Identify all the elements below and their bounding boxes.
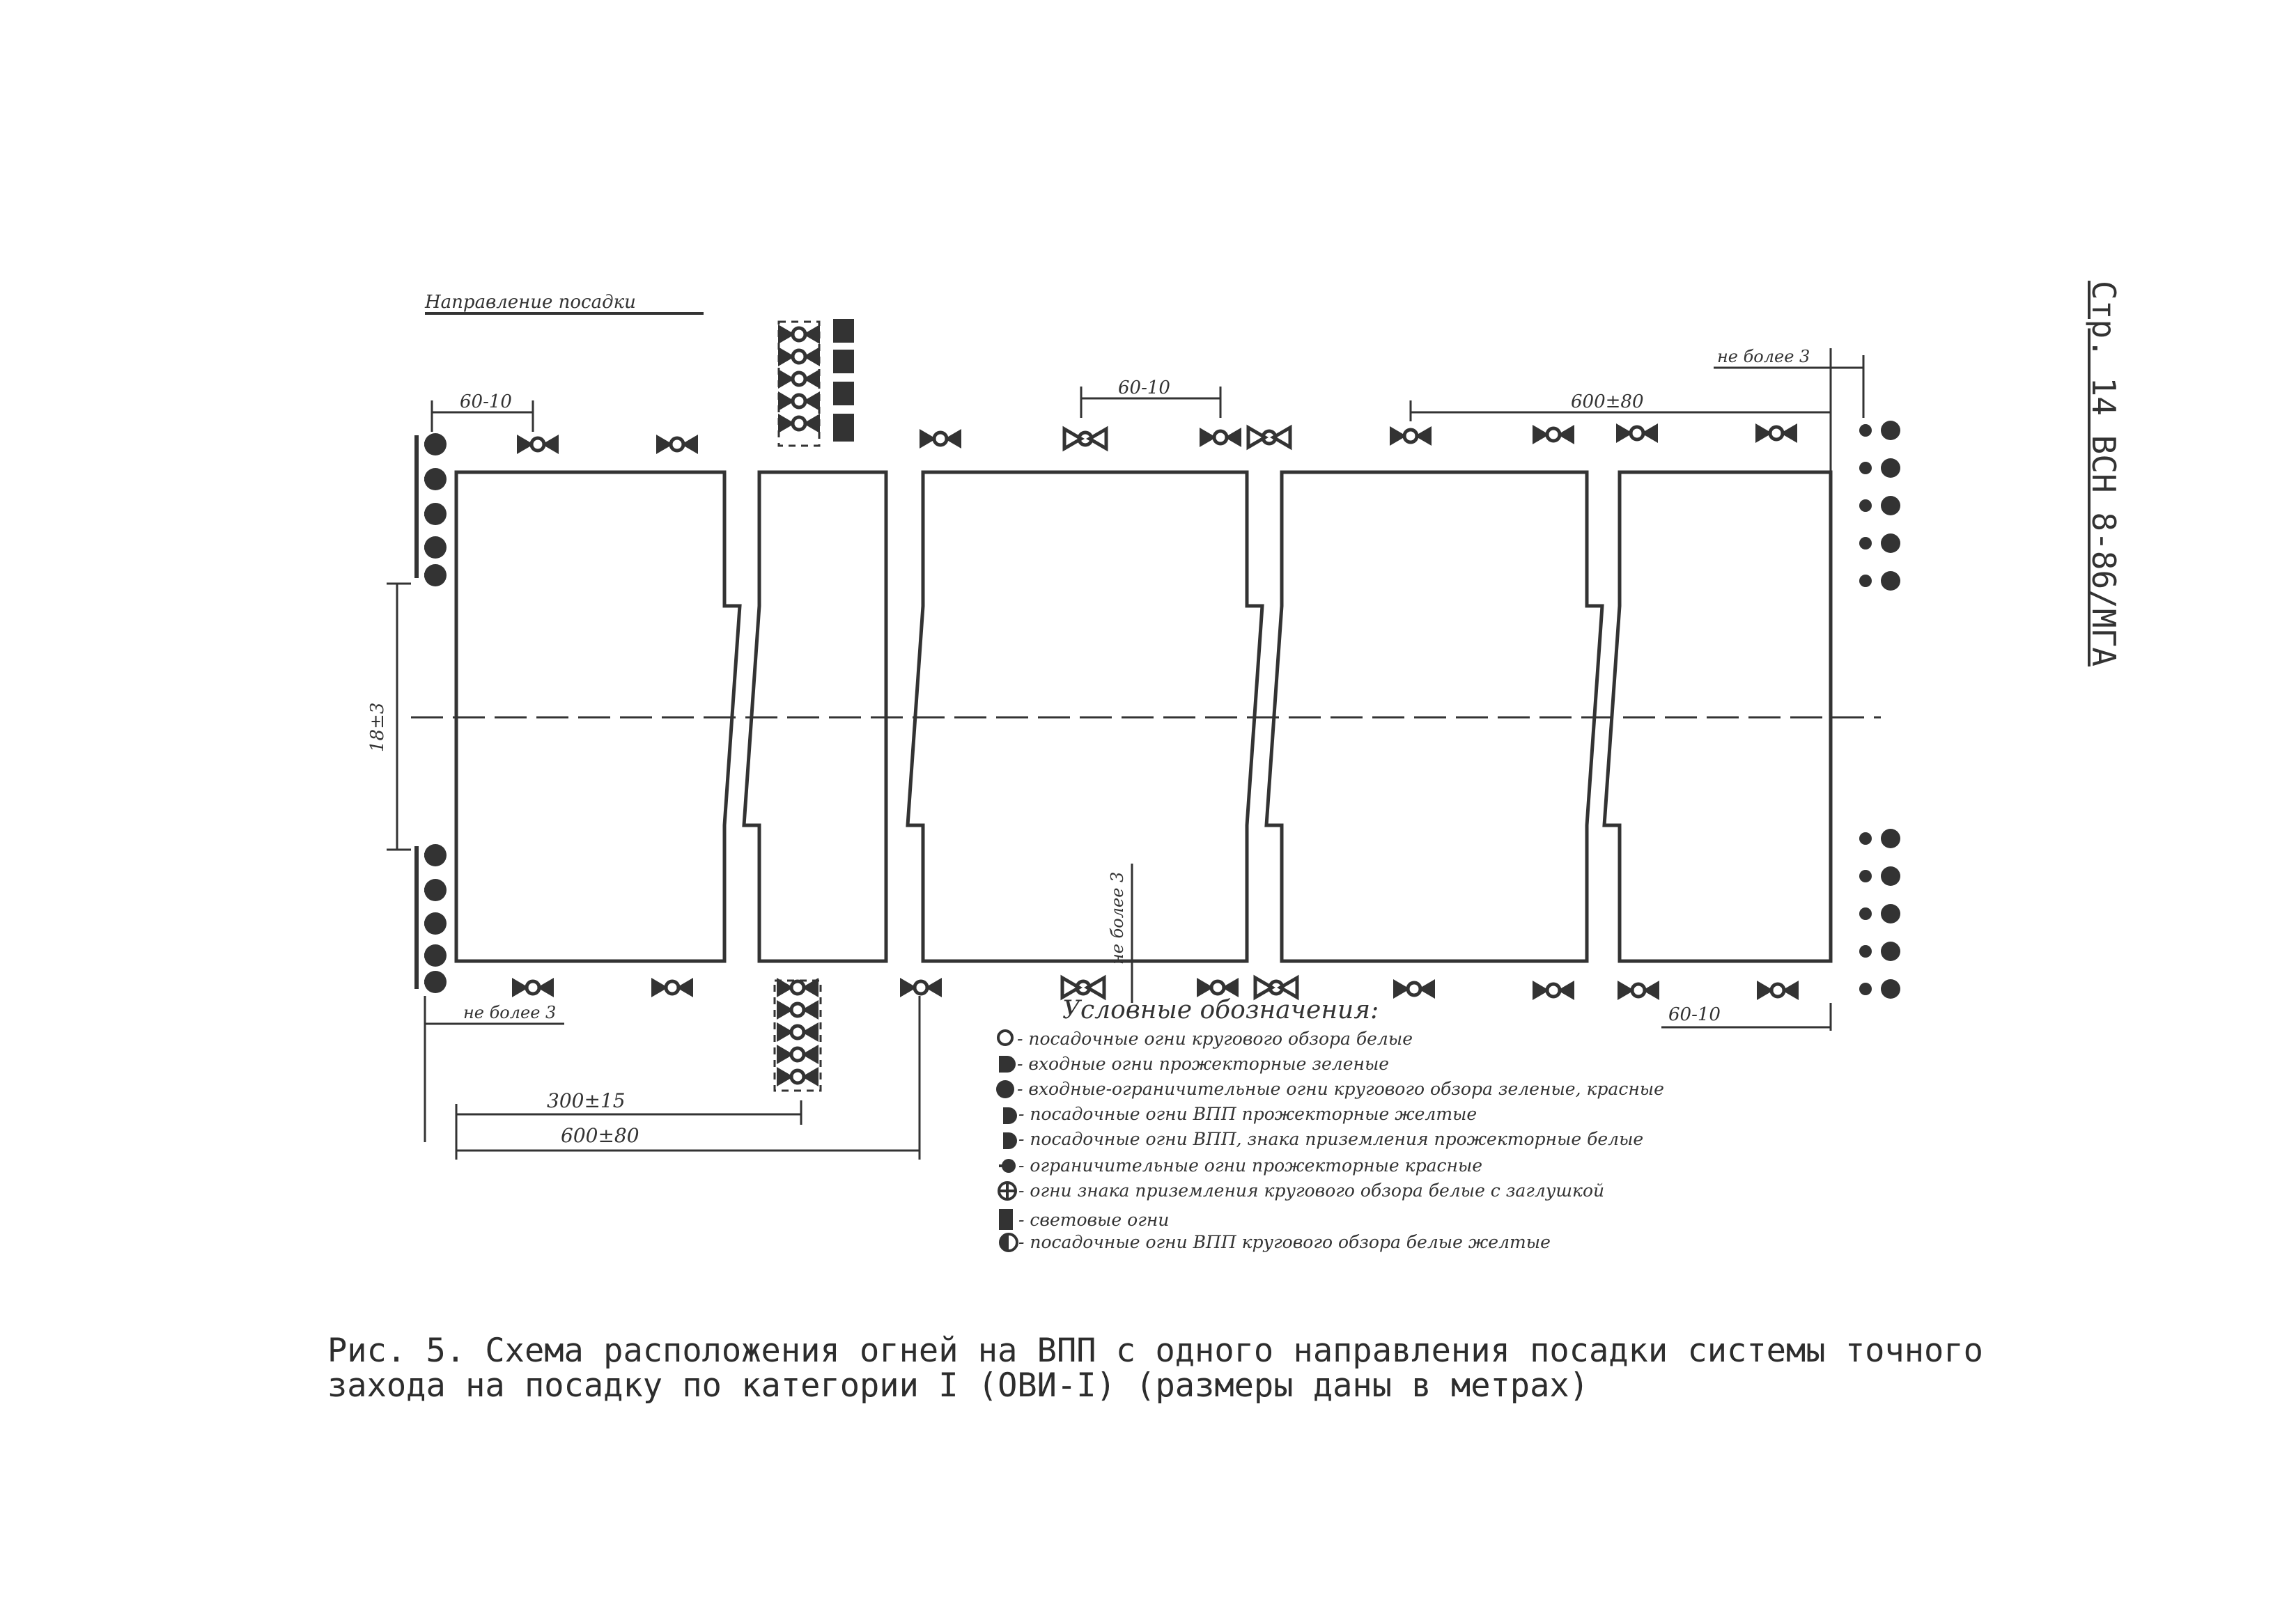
legend-symbol-filled-square-icon xyxy=(999,1209,1013,1230)
caption-line-2: захода на посадку по категории I (ОВИ-I) (размеры даны в метрах) xyxy=(327,1366,1589,1405)
legend-item-4: - посадочные огни ВПП прожекторные желтые xyxy=(1018,1104,1477,1124)
legend-item-1: - посадочные огни кругового обзора белые xyxy=(1017,1029,1413,1049)
legend-item-9: - посадочные огни ВПП кругового обзора белые желтые xyxy=(1018,1232,1551,1252)
dim-top-middle: 60-10 xyxy=(1118,377,1170,398)
legend-symbol-filled-circle-icon xyxy=(996,1080,1014,1098)
dim-bottom-600: 600±80 xyxy=(561,1124,639,1147)
legend-item-2: - входные огни прожекторные зеленые xyxy=(1017,1054,1390,1074)
top-edge-lights xyxy=(517,423,1797,454)
legend-item-8: - световые огни xyxy=(1018,1210,1170,1230)
sheet-code xyxy=(2079,268,2128,679)
touchdown-group-bottom xyxy=(775,978,821,1091)
sheet-code-label: Стр. 14 ВСН 8-86/МГА xyxy=(2085,281,2123,666)
legend-symbol-half-disc-icon xyxy=(999,1056,1016,1073)
legend-symbol-half-disc-yellow-icon xyxy=(1003,1107,1017,1124)
caption-line-1: Рис. 5. Схема расположения огней на ВПП с одного направления посадки системы точного xyxy=(327,1332,1983,1370)
landing-direction-label: Направление посадки xyxy=(425,292,636,313)
legend-item-3: - входные-ограничительные огни кругового обзора зеленые, красные xyxy=(1017,1079,1664,1099)
legend-symbol-open-circle-icon xyxy=(998,1031,1012,1045)
dim-bottom-left-max: не более 3 xyxy=(463,1003,557,1022)
legend-item-6: - ограничительные огни прожекторные красные xyxy=(1018,1155,1483,1176)
legend-item-5: - посадочные огни ВПП, знака приземления прожекторные белые xyxy=(1018,1129,1644,1149)
dim-top-right-max: не более 3 xyxy=(1717,347,1810,366)
dim-bottom-right: 60-10 xyxy=(1668,1004,1721,1025)
dim-top-left: 60-10 xyxy=(460,391,512,412)
dim-top-right-long: 600±80 xyxy=(1571,391,1644,412)
touchdown-group-top xyxy=(778,319,854,446)
legend-symbol-half-disc-white-icon xyxy=(1003,1132,1017,1149)
dim-bottom-300: 300±15 xyxy=(547,1089,626,1112)
dim-center-vertical-max: не более 3 xyxy=(1108,871,1127,965)
dim-left-width: 18±3 xyxy=(367,702,388,752)
figure-caption xyxy=(327,1334,2069,1403)
end-lights-right xyxy=(1859,421,1900,999)
legend-title: Условные обозначения: xyxy=(1062,996,1379,1024)
threshold-lights-left xyxy=(417,433,447,993)
legend xyxy=(996,996,1664,1252)
legend-item-7: - огни знака приземления кругового обзора белые с заглушкой xyxy=(1018,1180,1605,1201)
